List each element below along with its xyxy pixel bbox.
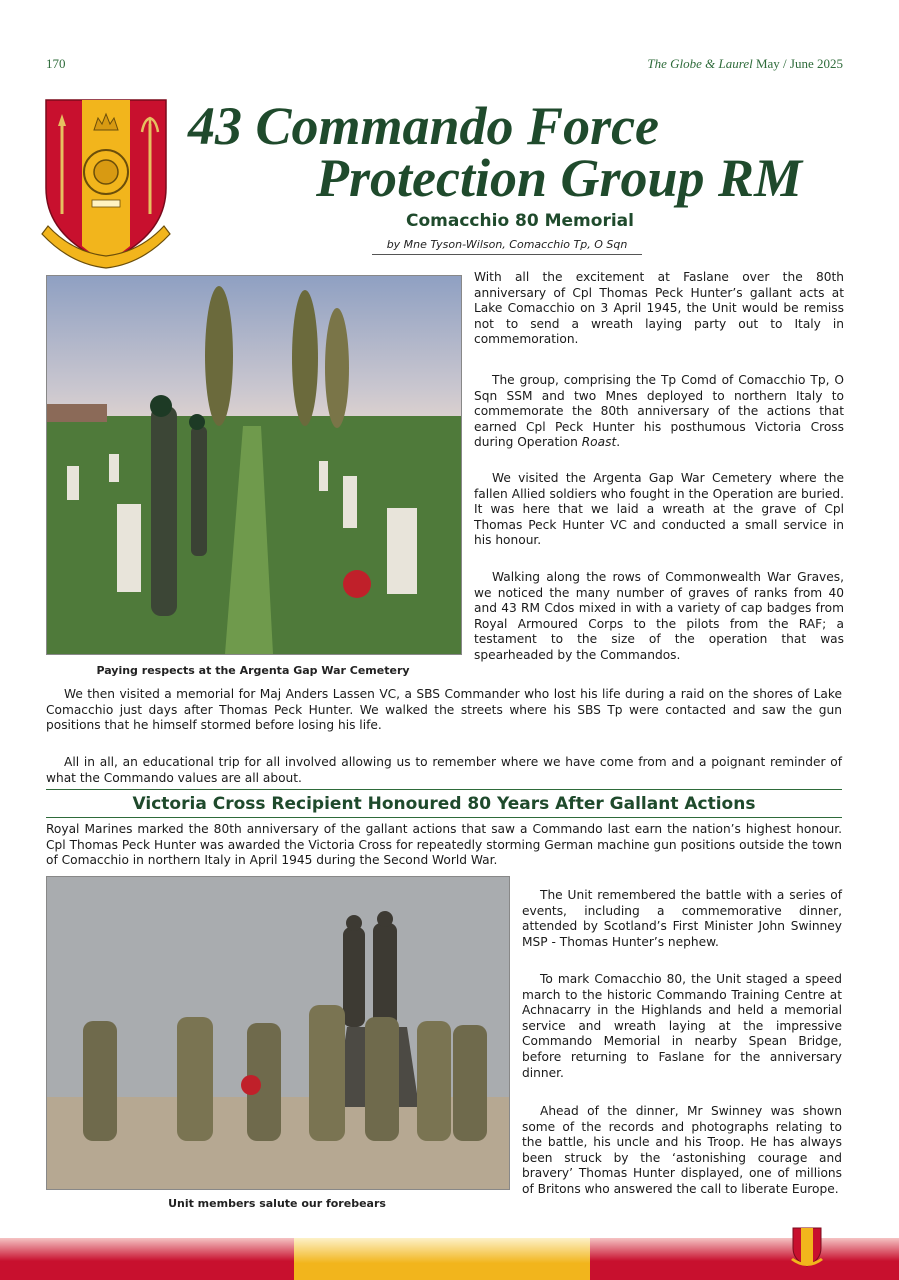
article-title-line1: 43 Commando Force [188,96,660,156]
article2-intro: Royal Marines marked the 80th anniversary of the gallant actions that saw a Commando last earn the nation’s highest honour. Cpl Thomas Peck Hunter was awarded the Victoria Cross for repeatedly storming German machine gun positions outside the town of Comacchio in northern Italy in April 1945 during the Second World War. [46,822,842,868]
issue-date: May / June 2025 [755,56,843,71]
page-number: 170 [46,56,66,71]
footer-bar-left [0,1238,294,1280]
royal-marines-crest-icon [40,96,172,272]
cemetery-photo [46,275,462,655]
paragraph-1: With all the excitement at Faslane over the 80th anniversary of Cpl Thomas Peck Hunter’s gallant acts at Lake Comacchio on 3 April 1945, the Unit would be remiss not to send a wreath laying party out to Italy in commemoration. [474,270,844,347]
paragraph-2 [474,373,844,451]
mini-crest-icon [790,1226,824,1270]
article-subtitle: Comacchio 80 Memorial [406,211,634,231]
publication-info [647,56,843,72]
publication-name: The Globe & Laurel [647,56,753,71]
article2-heading: Victoria Cross Recipient Honoured 80 Years After Gallant Actions [132,794,756,814]
article2-paragraph-3: Ahead of the dinner, Mr Swinney was shown some of the records and photographs relating to the battle, his uncle and his Troop. He has always been struck by the ‘astonishing courage and bravery’ Thomas Hunter displayed, one of millions of Britons who answered the call to liberate Europe. [522,1104,842,1196]
paragraph-2-text: The group, comprising the Tp Comd of Comacchio Tp, O Sqn SSM and two Mnes deployed to northern Italy to commemorate the 80th anniversary of the actions that earned Cpl Peck Hunter his posthumous Victoria Cross during Operation [474,373,844,450]
footer-bar-right [590,1238,899,1280]
operation-name: Roast [581,435,617,450]
paragraph-4: Walking along the rows of Commonwealth War Graves, we noticed the many number of graves of ranks from 40 and 43 RM Cdos mixed in with a variety of cap badges from Royal Armoured Corps to the pilots from the RAF; a testament to the size of the operation that was spearheaded by the Commandos. [474,570,844,662]
memorial-photo [46,876,510,1190]
paragraph-6: All in all, an educational trip for all involved allowing us to remember where we have come from and a poignant reminder of what the Commando values are all about. [46,755,842,785]
footer-bar-center [294,1238,590,1280]
byline: by Mne Tyson-Wilson, Comacchio Tp, O Sqn [372,238,642,255]
article2-paragraph-2: To mark Comacchio 80, the Unit staged a speed march to the historic Commando Training Centre at Achnacarry in the Highlands and held a memorial service and wreath laying at the impressive Commando Memorial in nearby Spean Bridge, before returning to Faslane for the anniversary dinner. [522,972,842,1080]
photo1-caption: Paying respects at the Argenta Gap War Cemetery [96,664,410,677]
paragraph-2-end: . [616,435,621,450]
photo2-caption: Unit members salute our forebears [168,1197,386,1210]
paragraph-5: We then visited a memorial for Maj Anders Lassen VC, a SBS Commander who lost his life during a raid on the shores of Lake Comacchio just days after Thomas Peck Hunter. We walked the streets where his SBS Tp were contacted and saw the gun positions that he himself stormed before losing his life. [46,687,842,733]
paragraph-3: We visited the Argenta Gap War Cemetery where the fallen Allied soldiers who fought in the Operation are buried. It was here that we laid a wreath at the grave of Cpl Thomas Peck Hunter VC and conducted a small service in his honour. [474,471,844,548]
section-divider [46,789,842,790]
article2-paragraph-1: The Unit remembered the battle with a series of events, including a commemorative dinner, attended by Scotland’s First Minister John Swinney MSP - Thomas Hunter’s nephew. [522,888,842,949]
article-title-line2: Protection Group RM [316,148,803,208]
section-divider-bottom [46,817,842,818]
